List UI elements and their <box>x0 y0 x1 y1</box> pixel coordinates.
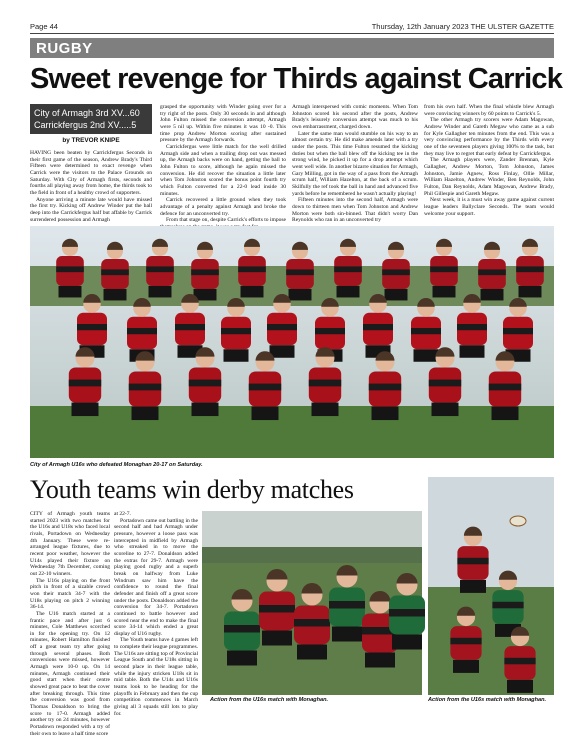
paragraph: HAVING been beaten by Carrickfergus Seconds in their first game of the season, Andrew Brady's Third Fifteen were determined to exact revenge when Carrick were the visitors to the Palace Grounds on Saturday. With City of Armagh firsts, seconds and fourths all playing away from home, the thirds took to the field in front of a healthy crowd of supporters. <box>30 150 152 196</box>
main-headline: Sweet revenge for Thirds against Carrick <box>30 63 563 95</box>
team-photo <box>30 226 554 458</box>
paragraph: Anyone arriving a minute late would have missed the first try. Kicking off Andrew Winder put the ball deep into the Carrickfergus half but affable by Carrick surrendered possession and Armagh <box>30 196 152 223</box>
paragraph: Carrick recovered a little ground when they took advantage of a penalty against Armagh and broke the defence for an unconverted try. <box>160 197 286 217</box>
paragraph: Later the same man would stumble on his way to an almost certain try. He did make amends later with a try under the posts. This time Fulton resumed the kicking duties but when the ball blew off the kicking tee in the strong wind, he picked it up for a drop attempt which went well wide. In another bizarre situation for Armagh, Gary Milling, got in the way of a pass from the Armagh scrum half, William Hazelton, at the back of a scrum. Skilfully the ref took the ball in hand and advanced five yards before he remembered he wasn't actually playing! <box>292 130 418 197</box>
publication-date: Thursday, 12th January 2023 THE ULSTER GAZETTE <box>371 22 554 31</box>
score-line-home: City of Armagh 3rd XV...60 <box>34 108 140 118</box>
paragraph: at 22-7. <box>114 511 131 517</box>
paragraph: Portadown came out battling in the second half and had Armagh under pressure, however a loose pass was intercepted in midfield by Armagh who streaked in to move the scoreline to 27-7. Donaldson added the extras for 29-7. Armagh were playing good rugby and a superb break on halfway from Luke Windrum saw him have the confidence to round the final defender and finish off a great score under the posts. Donaldson added the conversion for 34-7. Portadown continued to battle however and scored near the end to make the final score 34-14 which ended a great display of U16 rugby. <box>114 517 198 637</box>
section-banner <box>30 38 554 58</box>
section-label: RUGBY <box>36 39 93 57</box>
page-header <box>30 22 554 34</box>
action-photo-b-caption: Action from the U16s match with Monaghan. <box>428 697 547 703</box>
action-photo-a-illustration <box>202 511 422 695</box>
main-column-2 <box>160 104 286 222</box>
paragraph: From that stage on, despite Carrick's efforts to impose <box>166 217 286 224</box>
action-photo-b <box>428 477 554 695</box>
main-column-1 <box>30 150 152 222</box>
paragraph: The Armagh players were, Zander Brennan, Kyle Gallagher, Andrew Morton, Tom Johnston, James Johnston, Jamie Agnew, Ross Finlay, Ollie Millar, William Hazelton, Andrew Winder, Ben Reynolds, John Fulton, Dan Reynolds, Adam Magowan, Andrew Brady, Phil Gillespie and Gareth Megaw. <box>424 157 554 197</box>
page-number: Page 44 <box>30 22 58 31</box>
rugby-ball <box>510 516 526 526</box>
action-photo-b-illustration <box>428 477 554 695</box>
youth-column-2 <box>114 511 198 717</box>
paragraph: grasped the opportunity with Winder going over for a try right of the posts. Only 30 seconds in and although John Fulton missed the conversion attempt, Armagh were 5 nil up. Within five minutes it was 10 -0. This time prop Andrew Morton scoring after sustained pressure by the Armagh forwards. <box>160 104 286 144</box>
score-box <box>30 104 152 134</box>
paragraph: The other Armagh try scorers were Adam Magowan, Andrew Winder and Gareth Megaw who came as a sub for Kyle Gallagher ten minutes from the end. This was a very convincing performance by the Thirds with every one of the seventeen players giving 100% to the task, but they may live to regret that early defeat by Carrickfergus. <box>424 117 554 157</box>
action-photo-a-caption: Action from the U16s match with Monaghan. <box>210 697 329 703</box>
team-photo-illustration <box>30 226 554 458</box>
paragraph: The U16s playing on the front pitch in front of a sizable crowd won their match 34-7 with the U18s playing on pitch 2 winning 36-14. <box>30 577 110 611</box>
main-column-4 <box>424 104 554 222</box>
main-column-3 <box>292 104 418 222</box>
youth-column-1 <box>30 511 110 737</box>
youth-headline: Youth teams win derby matches <box>30 475 354 504</box>
score-line-away: Carrickfergus 2nd XV.....5 <box>34 120 137 130</box>
byline: by TREVOR KNIPE <box>62 137 120 144</box>
paragraph: The Youth teams have 4 games left to complete their league programmes. The U16s are sitting top of Provincial League South and the U18s sitting in second place in their league table, while the injury stricken U18s sit in mid table. Both the U14s and U16s teams look to be heading for the playoffs in February and then the cup competition commences in March giving all 3 squads still lots to play for. <box>114 637 198 717</box>
paragraph: Fifteen minutes into the second half, Armagh were down to thirteen men when Tom Johnston and Andrew Morton were both sin-binned. That didn't worry Dan Reynolds who ran in an unconverted try <box>292 197 418 224</box>
action-photo-a <box>202 511 422 695</box>
team-photo-caption: City of Armagh U16s who defeated Monaghan 20-17 on Saturday. <box>30 462 203 468</box>
paragraph: Armagh interspersed with comic moments. When Tom Johnston scored his second after the posts, Andrew Brady's leisurely conversion attempt was much to his own embarrassment, charged down. <box>292 104 418 130</box>
paragraph: CITY of Armagh youth teams started 2023 with two matches for the U16s and U18s who faced local rivals, Portadown on Wednesday 4th January. These were re-arranged league fixtures, due to recent poor weather, however the U14s played their fixture on Wednesday 7th December, coming out 22-10 winners. <box>30 511 110 577</box>
paragraph: from his own half. When the final whistle blew Armagh were convincing winners by 60 points to Carrick's 5. <box>424 104 554 117</box>
paragraph: Next week, it is a must win away game against current league leaders Ballyclare Seconds. The team would welcome your support. <box>424 197 554 217</box>
paragraph: Carrickfergus were little match for the well drilled Armagh side and when a trailing drop out was messed up, the Armagh backs were on hand, getting the ball to John Fulton to score, although he again missed the conversion. He did recover the situation a little later when Tom Johnston scored the bonus point fourth try which Fulton converted for a 22-0 lead inside 30 minutes. <box>160 143 286 197</box>
paragraph: The U16 match started at a frantic pace and after just 6 minutes, Cole Matthews scorched in for the opening try. On 12 minutes, Robert Hamilton finished off a great team try after going through several phases. Both conversions were missed, however Armagh were 10-0 up. On 14 minutes, Armagh continued their good start when their centre showed great pace to beat the cover after breaking through. This time the conversion was good from Thomas Donaldson to bring the score to 17-0. Armagh added another try on 24 minutes, however Portadown responded with a try of their own to leave a half time score <box>30 610 110 737</box>
